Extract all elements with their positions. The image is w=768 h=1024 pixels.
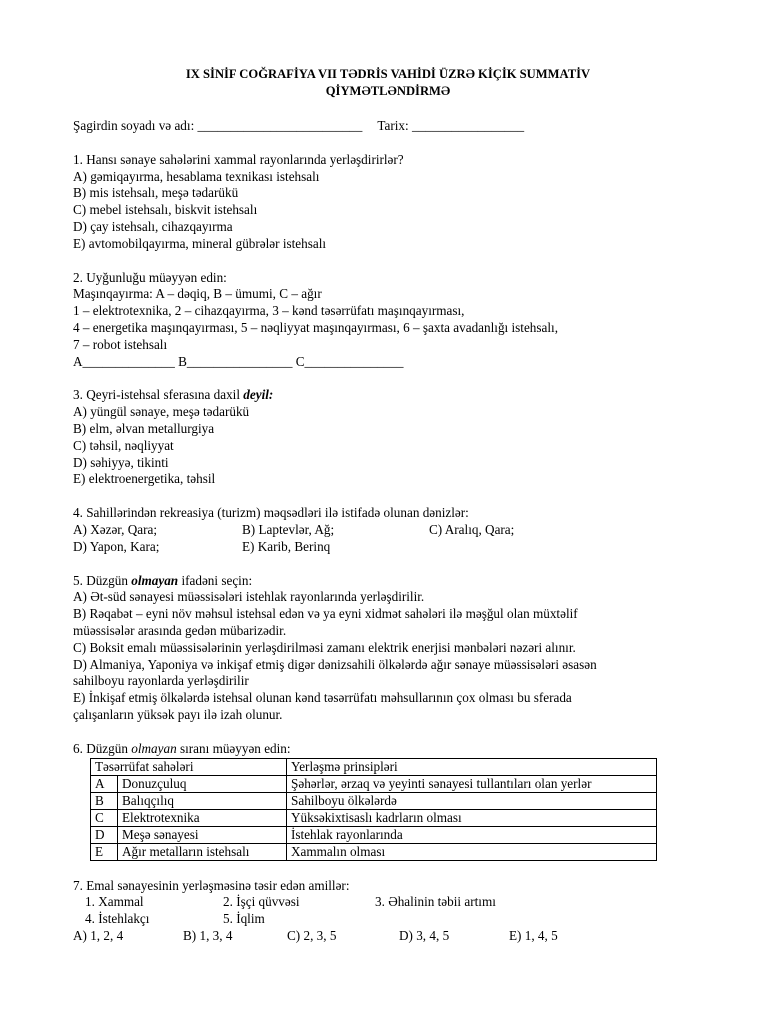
q6-row-sector: Elektrotexnika	[118, 809, 287, 826]
q6-row-letter: E	[91, 843, 118, 860]
q6-row-principle: Şəhərlər, ərzaq və yeyinti sənayesi tullantıları olan yerlər	[287, 775, 657, 792]
q3-option-d: D) səhiyyə, tikinti	[73, 454, 169, 470]
question-5	[73, 573, 703, 724]
q5-line-6: sahilboyu rayonlarda yerləşdirilir	[73, 673, 249, 689]
q6-row-principle: Yüksəkixtisaslı kadrların olması	[287, 809, 657, 826]
q7-answer-a: A) 1, 2, 4	[73, 927, 124, 943]
q5-line-8: çalışanların yüksək payı ilə izah olunur.	[73, 706, 283, 722]
q7-answer-b: B) 1, 3, 4	[183, 927, 233, 943]
q7-factor-3: 3. Əhalinin təbii artımı	[375, 894, 496, 910]
question-5-text	[73, 573, 703, 590]
q6-row-sector: Meşə sənayesi	[118, 826, 287, 843]
q1-option-d: D) çay istehsalı, cihazqayırma	[73, 218, 233, 234]
q4-option-b: B) Laptevlər, Ağ;	[242, 521, 335, 537]
q7-answer-d: D) 3, 4, 5	[399, 927, 450, 943]
question-2-text: 2. Uyğunluğu müəyyən edin:	[73, 269, 227, 285]
question-1	[73, 152, 703, 253]
q6-row-letter: C	[91, 809, 118, 826]
q7-answers-row	[73, 928, 703, 945]
q4-option-a: A) Xəzər, Qara;	[73, 521, 158, 537]
question-7-text: 7. Emal sənayesinin yerləşməsinə təsir edən amillər:	[73, 877, 350, 893]
q6-row-principle: İstehlak rayonlarında	[287, 826, 657, 843]
q6-table	[90, 758, 657, 861]
q7-factors-row-2	[73, 911, 703, 928]
question-3-text	[73, 387, 703, 404]
q6-row-sector: Balıqçılıq	[118, 792, 287, 809]
q6-row-principle: Sahilboyu ölkələrdə	[287, 792, 657, 809]
q6-row-letter: D	[91, 826, 118, 843]
q6-text-emphasis: olmayan	[131, 740, 177, 756]
table-row	[91, 775, 657, 792]
q5-line-2: B) Rəqabət – eyni növ məhsul istehsal edən və ya eyni xidmət sahələri ilə məşğul olan müxtəlif	[73, 606, 578, 622]
q5-text-post: ifadəni seçin:	[178, 572, 253, 588]
q4-options-row-2	[73, 539, 703, 556]
q5-line-4: C) Boksit emalı müəssisələrinin yerləşdirilməsi zamanı elektrik enerjisi mənbələri nəzəri alınır.	[73, 639, 576, 655]
question-1-text: 1. Hansı sənaye sahələrini xammal rayonlarında yerləşdirirlər?	[73, 151, 404, 167]
question-6	[73, 741, 703, 861]
q6-row-principle: Xammalın olması	[287, 843, 657, 860]
q5-line-5: D) Almaniya, Yaponiya və inkişaf etmiş digər dənizsahili ölkələrdə ağır sənaye müəssisələri əsasən	[73, 656, 597, 672]
table-row	[91, 809, 657, 826]
q3-text-pre: 3. Qeyri-istehsal sferasına daxil	[73, 387, 244, 403]
table-row	[91, 826, 657, 843]
q7-answer-c: C) 2, 3, 5	[287, 927, 337, 943]
q6-header-principle: Yerləşmə prinsipləri	[287, 758, 657, 775]
q3-option-b: B) elm, əlvan metallurgiya	[73, 420, 215, 436]
q6-row-letter: A	[91, 775, 118, 792]
q7-answer-e: E) 1, 4, 5	[509, 927, 558, 943]
q4-option-e: E) Karib, Berinq	[242, 538, 331, 554]
q4-option-c: C) Aralıq, Qara;	[429, 521, 515, 537]
q4-option-d: D) Yapon, Kara;	[73, 538, 160, 554]
student-info-line	[73, 118, 703, 135]
table-row	[91, 792, 657, 809]
q7-factor-5: 5. İqlim	[223, 911, 265, 927]
q1-option-c: C) mebel istehsalı, biskvit istehsalı	[73, 202, 258, 218]
document-title	[73, 66, 703, 100]
q7-factor-4: 4. İstehlakçı	[85, 911, 150, 927]
question-6-text	[73, 741, 703, 758]
date-field[interactable]: Tarix: _________________	[377, 118, 525, 133]
q6-row-letter: B	[91, 792, 118, 809]
q7-factors-row-1	[73, 894, 703, 911]
q6-row-sector: Donuzçuluq	[118, 775, 287, 792]
q3-option-c: C) təhsil, nəqliyyat	[73, 437, 174, 453]
question-7	[73, 878, 703, 945]
q1-option-e: E) avtomobilqayırma, mineral gübrələr istehsalı	[73, 235, 327, 251]
q5-text-emphasis: olmayan	[131, 572, 179, 588]
q6-header-sector: Təsərrüfat sahələri	[91, 758, 287, 775]
q2-line-4: 7 – robot istehsalı	[73, 336, 168, 352]
q6-text-pre: 6. Düzgün	[73, 740, 132, 756]
q5-line-7: E) İnkişaf etmiş ölkələrdə istehsal olunan kənd təsərrüfatı məhsullarının çox olması bu sferada	[73, 690, 572, 706]
question-4-text: 4. Sahillərindən rekreasiya (turizm) məqsədləri ilə istifadə olunan dənizlər:	[73, 505, 469, 521]
question-2	[73, 270, 703, 371]
q2-line-1: Maşınqayırma: A – dəqiq, B – ümumi, C – ağır	[73, 286, 322, 302]
question-4	[73, 505, 703, 555]
title-line-2: QİYMƏTLƏNDİRMƏ	[325, 84, 451, 98]
q6-text-post: sıranı müəyyən edin:	[176, 740, 291, 756]
q2-line-2: 1 – elektrotexnika, 2 – cihazqayırma, 3 – kənd təsərrüfatı maşınqayırması,	[73, 303, 465, 319]
q4-options-row-1	[73, 522, 703, 539]
q2-line-3: 4 – energetika maşınqayırması, 5 – nəqliyyat maşınqayırması, 6 – şaxta avadanlığı istehsalı,	[73, 319, 559, 335]
table-row	[91, 843, 657, 860]
q2-answer-blanks[interactable]: A______________ B________________ C_______________	[73, 353, 404, 369]
q1-option-b: B) mis istehsalı, meşə tədarükü	[73, 185, 239, 201]
q3-option-a: A) yüngül sənaye, meşə tədarükü	[73, 404, 250, 420]
student-name-field[interactable]: Şagirdin soyadı və adı: _________________________	[73, 118, 363, 133]
q7-factor-2: 2. İşçi qüvvəsi	[223, 894, 300, 910]
q1-option-a: A) gəmiqayırma, hesablama texnikası istehsalı	[73, 168, 320, 184]
q3-text-emphasis: deyil:	[243, 387, 274, 403]
q3-option-e: E) elektroenergetika, təhsil	[73, 471, 216, 487]
q5-text-pre: 5. Düzgün	[73, 572, 132, 588]
title-line-1: IX SİNİF COĞRAFİYA VII TƏDRİS VAHİDİ ÜZRƏ KİÇİK SUMMATİV	[185, 67, 591, 81]
worksheet	[73, 66, 703, 945]
q7-factor-1: 1. Xammal	[85, 894, 144, 910]
q5-line-1: A) Ət-süd sənayesi müəssisələri istehlak rayonlarında yerləşdirilir.	[73, 589, 425, 605]
q6-row-sector: Ağır metalların istehsalı	[118, 843, 287, 860]
q6-table-header	[91, 758, 657, 775]
question-3	[73, 387, 703, 488]
q5-line-3: müəssisələr arasında gedən mübarizədir.	[73, 622, 287, 638]
